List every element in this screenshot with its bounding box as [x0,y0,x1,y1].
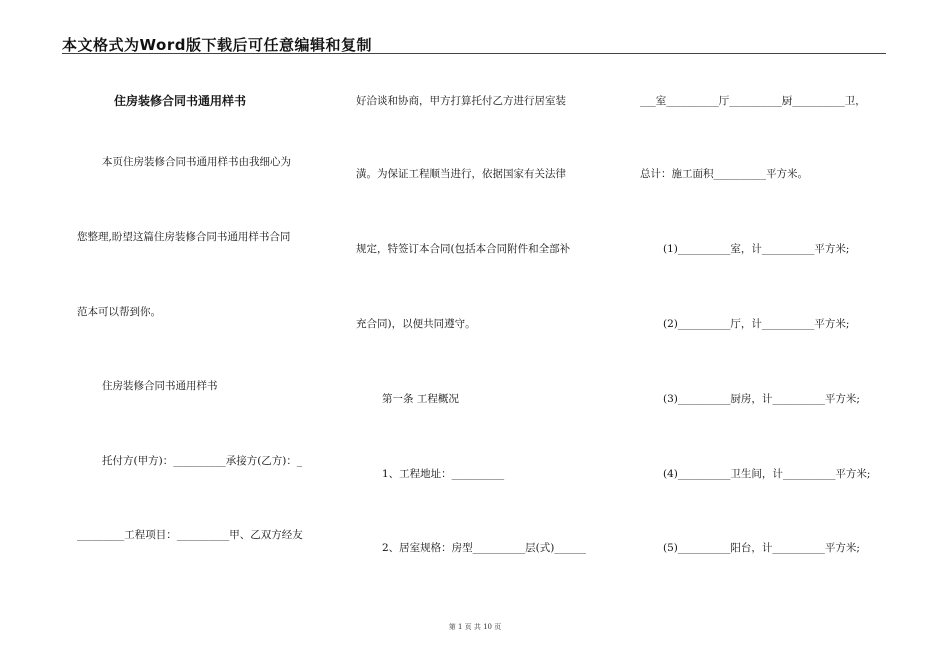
list-item: (4)__________卫生间，计__________平方米; [663,468,871,480]
document-header: 本文格式为Word版下载后可任意编辑和复制 [62,36,372,54]
paragraph-line: 潢。为保证工程顺当进行，依据国家有关法律 [356,168,566,180]
paragraph-line: 2、居室规格：房型__________层(式)______ [382,542,586,554]
paragraph-line: 您整理,盼望这篇住房装修合同书通用样书合同 [77,231,291,243]
paragraph-line: 1、工程地址：__________ [382,468,505,480]
paragraph-line: 总计：施工面积__________平方米。 [640,168,808,180]
list-item: (2)__________厅，计__________平方米; [663,318,850,330]
list-item: (3)__________厨房，计__________平方米; [663,393,860,405]
paragraph-line: 规定，特签订本合同(包括本合同附件和全部补 [356,243,571,255]
page-number-footer: 第 1 页 共 10 页 [448,623,502,631]
paragraph-line: ___室__________厅__________厨__________卫， [640,95,866,107]
paragraph-line: 好洽谈和协商，甲方打算托付乙方进行居室装 [356,95,566,107]
paragraph-line: 充合同)，以便共同遵守。 [356,318,476,330]
document-title: 住房装修合同书通用样书 [114,94,247,108]
paragraph-line: 范本可以帮到你。 [77,306,161,318]
list-item: (1)__________室，计__________平方米; [663,243,850,255]
paragraph-line: _________工程项目：__________甲、乙双方经友 [77,529,303,541]
section-heading: 第一条 工程概况 [382,393,459,405]
list-item: (5)__________阳台，计__________平方米; [663,542,860,554]
paragraph-line: 住房装修合同书通用样书 [102,380,218,392]
paragraph-line: 本页住房装修合同书通用样书由我细心为 [102,156,291,168]
paragraph-line: 托付方(甲方)：__________承接方(乙方)：_ [102,455,303,467]
